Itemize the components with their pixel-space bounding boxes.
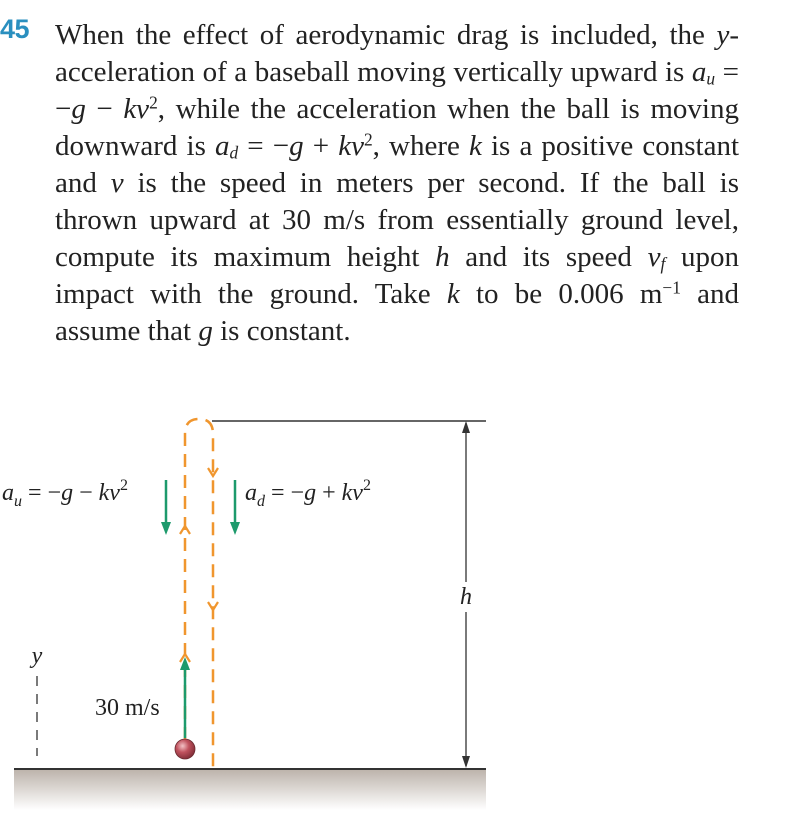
math-var-g: g: [198, 315, 213, 347]
math-var-g: g: [71, 93, 86, 125]
text-segment: , where: [372, 130, 469, 162]
height-label: h: [460, 584, 472, 610]
text-segment: is the speed in meters per second. If the ball is thrown upward at 30 m/s from essentially ground level, compute its maximum height: [55, 167, 739, 273]
text-segment: -acceleration of a baseball moving vertically upward is: [55, 19, 739, 88]
math-var-kv: kv: [338, 130, 364, 162]
math-sup-neg1: −1: [662, 277, 681, 298]
math-var-v: v: [110, 167, 124, 199]
text-segment: upon impact with the ground. Take: [55, 241, 740, 310]
text-segment: +: [303, 130, 339, 162]
text-segment: to be 0.006 m: [459, 278, 663, 310]
math-var-g: g: [289, 130, 304, 162]
text-segment: When the effect of aerodynamic drag is included, the: [55, 19, 717, 51]
text-segment: and its speed: [449, 241, 648, 273]
text-segment: = −: [238, 130, 290, 162]
math-sup-2: 2: [363, 129, 373, 150]
math-var-a: a: [691, 56, 707, 88]
text-segment: is constant.: [212, 315, 351, 347]
au-equation-label: $a_u = -g - kv^2$: [2, 477, 128, 510]
math-sub-d: d: [229, 142, 239, 163]
text-segment: , while the acceleration when the ball is moving downward is: [55, 93, 739, 162]
text-segment: is a positive constant and: [55, 130, 740, 199]
math-var-v: v: [647, 241, 661, 273]
math-var-k: k: [469, 130, 482, 162]
ad-equation-label: $a_d = -g + kv^2$: [245, 477, 371, 510]
math-var-y: y: [716, 19, 730, 51]
text-segment: and assume that: [55, 278, 740, 347]
au-arrow: [161, 480, 171, 535]
math-var-h: h: [435, 241, 450, 273]
height-arrow-up: [462, 421, 470, 433]
y-axis-label: y: [31, 643, 43, 669]
ad-arrow: [230, 480, 240, 535]
math-sup-2: 2: [149, 92, 158, 113]
math-var-a: a: [214, 130, 230, 162]
math-var-k: k: [446, 278, 460, 310]
math-sub-f: f: [660, 253, 666, 274]
math-sub-u: u: [706, 68, 716, 89]
baseball: [175, 739, 195, 759]
ground-shading: [14, 770, 486, 810]
height-arrow-down: [462, 756, 470, 768]
problem-number: 45: [0, 14, 30, 44]
text-segment: = −: [55, 56, 740, 125]
initial-velocity-arrow: [180, 657, 190, 738]
math-var-kv: kv: [123, 93, 150, 125]
initial-velocity-label: 30 m/s: [95, 695, 160, 721]
text-segment: −: [85, 93, 124, 125]
